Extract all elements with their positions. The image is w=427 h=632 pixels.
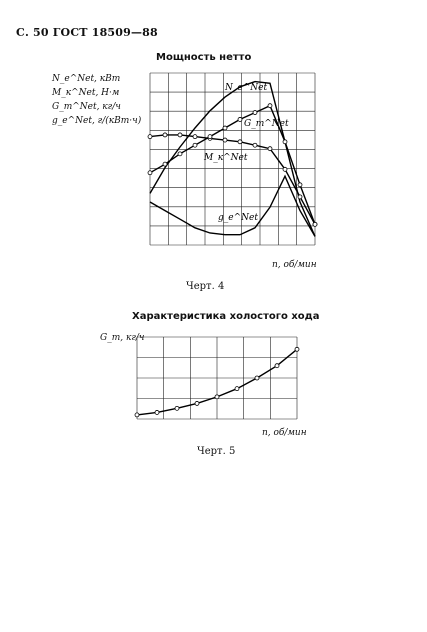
- standard-code: ГОСТ 18509—88: [52, 26, 158, 39]
- idle-fuel-point: [175, 406, 179, 410]
- gt-curve-point: [208, 135, 212, 139]
- label-ge: g_e^Net: [218, 213, 258, 223]
- idle-fuel-point: [215, 395, 219, 399]
- page-header: [16, 26, 158, 39]
- gt-curve-point: [178, 152, 182, 156]
- mk-curve-point: [268, 147, 272, 151]
- mk-curve-point: [163, 133, 167, 137]
- gt-curve-point: [268, 104, 272, 108]
- mk-curve-point: [253, 143, 257, 147]
- figure5-xlabel: n, об/мин: [262, 428, 307, 438]
- gt-curve-point: [313, 222, 317, 226]
- figure4-chart: [140, 68, 325, 260]
- ge-curve-line: [150, 176, 315, 236]
- figure5-chart: [132, 332, 307, 428]
- page-number: С. 50: [16, 26, 49, 39]
- gt-curve-point: [163, 162, 167, 166]
- gt-curve-point: [223, 126, 227, 130]
- figure5-grid: [137, 337, 297, 419]
- label-mk: M_к^Net: [204, 153, 248, 163]
- mk-curve-line: [150, 135, 315, 225]
- figure5-caption: Черт. 5: [197, 446, 236, 457]
- figure4-xlabel: n, об/мин: [272, 260, 317, 270]
- figure4-caption: Черт. 4: [186, 281, 225, 292]
- idle-fuel-point: [275, 364, 279, 368]
- mk-curve-point: [298, 195, 302, 199]
- figure5-title: Характеристика холостого хода: [132, 311, 320, 322]
- gt-curve-point: [283, 140, 287, 144]
- label-gt: G_т^Net: [244, 119, 289, 129]
- figure4-title: Мощность нетто: [156, 52, 252, 63]
- mk-curve-point: [283, 167, 287, 171]
- label-ne: N_e^Net: [225, 83, 268, 93]
- mk-curve-point: [223, 138, 227, 142]
- gt-curve-point: [148, 171, 152, 175]
- figure5-ylabel: G_т, кг/ч: [100, 333, 145, 343]
- mk-curve-point: [148, 135, 152, 139]
- gt-curve-point: [298, 183, 302, 187]
- idle-fuel-point: [295, 347, 299, 351]
- ylabel-ge: g_e^Net, г/(кВт·ч): [52, 116, 142, 126]
- gt-curve-point: [238, 117, 242, 121]
- mk-curve-point: [178, 133, 182, 137]
- idle-fuel-point: [195, 401, 199, 405]
- ylabel-gt: G_т^Net, кг/ч: [52, 102, 121, 112]
- gt-curve-point: [253, 111, 257, 115]
- gt-curve-point: [193, 143, 197, 147]
- ylabel-mk: M_к^Net, Н·м: [52, 88, 120, 98]
- idle-fuel-point: [135, 413, 139, 417]
- mk-curve-point: [193, 135, 197, 139]
- idle-fuel-point: [235, 387, 239, 391]
- idle-fuel-point: [255, 376, 259, 380]
- mk-curve-point: [238, 140, 242, 144]
- figure4-points: [148, 104, 317, 227]
- idle-fuel-point: [155, 410, 159, 414]
- figure4-ylabels: [52, 72, 141, 128]
- ylabel-ne: N_e^Net, кВт: [52, 74, 121, 84]
